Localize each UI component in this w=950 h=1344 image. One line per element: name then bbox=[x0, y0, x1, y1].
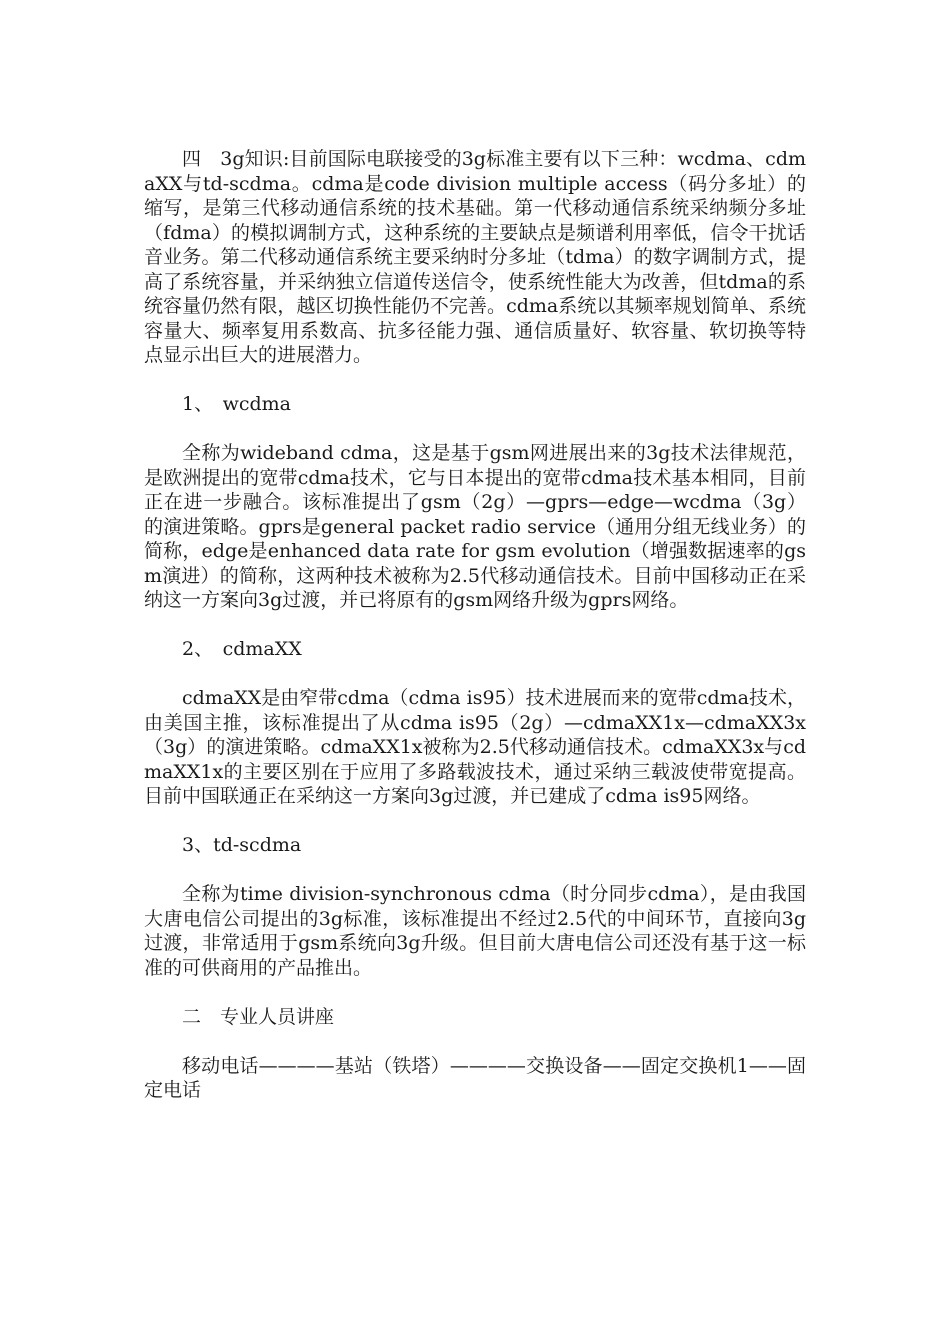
section-heading-cdmaxx: 2、 cdmaXX bbox=[182, 638, 302, 660]
intro-paragraph: 四 3g知识:目前国际电联接受的3g标准主要有以下三种：wcdma、cdmaXX与td-scdma。cdma是code division multiple access（码分多址）的缩写，是第三代移动通信系统的技术基础。第一代移动通信系统采纳频分多址（fdma）的模拟调制方式，这种系统的主要缺点是频谱利用率低，信令干扰话音业务。第二代移动通信系统主要采纳时分多址（tdma）的数字调制方式，提高了系统容量，并采纳独立信道传送信令，使系统性能大为改善，但tdma的系统容量仍然有限，越区切换性能仍不完善。cdma系统以其频率规划简单、系统容量大、频率复用系数高、抗多径能力强、通信质量好、软容量、软切换等特点显示出巨大的进展潜力。 bbox=[144, 148, 806, 366]
document-body bbox=[144, 147, 806, 1127]
section-heading-lecture: 二 专业人员讲座 bbox=[182, 1005, 335, 1028]
section-heading-td-scdma: 3、td-scdma bbox=[182, 834, 302, 856]
lecture-paragraph: 移动电话————基站（铁塔）————交换设备——固定交换机1——固定电话 bbox=[144, 1054, 806, 1101]
td-scdma-paragraph: 全称为time division-synchronous cdma（时分同步cdma），是由我国大唐电信公司提出的3g标准，该标准提出不经过2.5代的中间环节，直接向3g过渡，非常适用于gsm系统向3g升级。但目前大唐电信公司还没有基于这一标准的可供商用的产品推出。 bbox=[144, 883, 806, 979]
section-heading-wcdma: 1、 wcdma bbox=[182, 393, 291, 415]
wcdma-paragraph: 全称为wideband cdma，这是基于gsm网进展出来的3g技术法律规范，是欧洲提出的宽带cdma技术，它与日本提出的宽带cdma技术基本相同，目前正在进一步融合。该标准提出了gsm（2g）—gprs—edge—wcdma（3g）的演进策略。gprs是general packet radio service（通用分组无线业务）的简称，edge是enhanced data rate for gsm evolution（增强数据速率的gsm演进）的简称，这两种技术被称为2.5代移动通信技术。目前中国移动正在采纳这一方案向3g过渡，并已将原有的gsm网络升级为gprs网络。 bbox=[144, 442, 806, 611]
cdmaxx-paragraph: cdmaXX是由窄带cdma（cdma is95）技术进展而来的宽带cdma技术，由美国主推，该标准提出了从cdma is95（2g）—cdmaXX1x—cdmaXX3x（3g）的演进策略。cdmaXX1x被称为2.5代移动通信技术。cdmaXX3x与cdmaXX1x的主要区别在于应用了多路载波技术，通过采纳三载波使带宽提高。目前中国联通正在采纳这一方案向3g过渡，并已建成了cdma is95网络。 bbox=[144, 687, 806, 807]
